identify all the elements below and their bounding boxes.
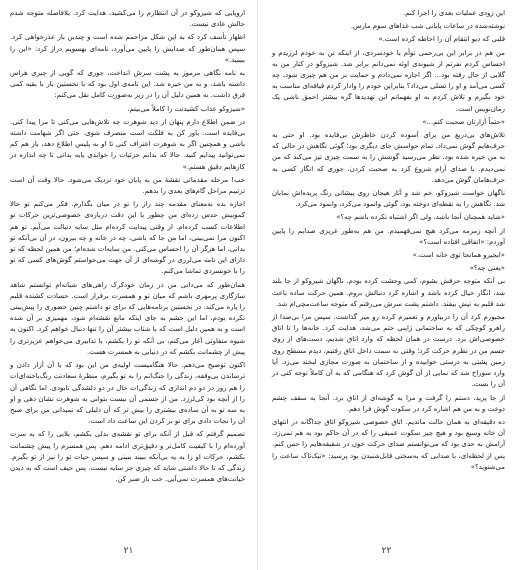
left-page (0, 0, 257, 570)
paragraph: اجازه بده به‌معنای مقدمه چند راز را تو در میان بگذارم. فکر می‌کنم تو حالا کموبیش حدس زده‌ای من چطور با این دقت درباره‌ی خصوصی‌ترین حرکات تو اطلاعات کسب کرده‌ام. از وقتی پیدایت کرده‌ام مثل سایه دنبالت می‌آیم. تو هم اکنون مرا نمی‌بینی، اما من جا که باشی، چه در خانه و چه بیرون، در آن بی‌آنکه تو بدانی، اما هرگز آن را احساس می‌کنی. من سایه‌ات شده‌ام؛ من همین لحظه که تو دارای این نامه می‌لرزی در گوشه‌ای از آن جهت می‌خواستم گوش‌های کسی که تو را با خونسردی تماشا می‌کنم. (10, 200, 245, 276)
paragraph: اظهار تأسف کرد که به این شکل مزاحمم شده است و چندین بار عذرخواهی کرد. سپس همان‌طور که صدایش را پایین می‌آورد، نامه‌ای بهسویم دراز کرد: «این را ببینید.» (10, 33, 245, 64)
page-number-right: ۲۲ (381, 546, 392, 556)
left-page-text (10, 8, 245, 485)
paragraph: ناگهان خواست شیزوکو، خم شد و آثار هیجان روی پیشانی رنگ پریده‌اش نمایان شد. نگاهش را به نقطه‌ای دوخته بود، گوئی وانمود می‌کرد، وانمود می‌کرد. (272, 189, 505, 209)
paragraph: «حتماً آزارتان صحبت کنم...» (422, 117, 505, 126)
paragraph: «ایجیرو همانجا توی خانه است.» (412, 251, 505, 260)
paragraph: من هم در برابر این بی‌رحمی توأم با خودسردی، از اینکه تن به خودم لرزیدم و احساس کردم نفرتم از شیوندی اوئه نمی‌دانم برابر شد. شیزوکو در کنار من به گلایی از حال رفته بود... اگر اجازه نمی‌دادم و حمایت بر من هم چیزی شود، چه کسی می‌آمد و او را تسلی می‌داد؟ بنابراین خودم را وادار کردم قیافه‌ای مناسب به خود بگیرم و تلاش کردم به او بفهمانم این تهدیدها گره بیشتر احمق ناشی یک رمان‌نویس است. (272, 48, 505, 113)
paragraph: از جا پرید، دستم را گرفت و مرا به گوشه‌ای از اتاق برد. آنجا به سقف چشم دوخت و به من هم اشاره کرد در سکوت گوش فرا دهم. (272, 393, 505, 413)
paragraph: اروپایی که شیزوکو در آن انتظارم را می‌کشید، هدایت کرد. بلافاصله متوجه شدم حالش عادی نیست. (10, 9, 245, 29)
paragraph: قلبی که دیو انتقام آن را احاطه کرده است.» (378, 35, 505, 44)
paragraph: در ضمن اطلاع دارم پنهان از دید شوهرت چه تلاش‌هایی می‌کنی تا مرا پیدا کنی. بی‌فایده است. باور کن به فلکت است منصرف شوی. حتی اگر شهامت داشته باشی و همچنین اگر به شوهرت اعتراف کنی تا او به پلیس اطلاع دهد، باز هم کم نمی‌توانید پیدایم کنید. حالا که بدانم جزئیات را خواندی پایه بدانی تا چه اندازه در کارهایم دقیق هستم.» (10, 117, 245, 171)
paragraph: مجبورم کرد آن را دربیاورم و تعمیرم کرده رو میز گذاشت. سپس مرا بی‌صدا از راهرو کوچکی که به ساختمانی ژاپنی ختم می‌شد، هدایت کرد. خانه‌ها را تا اتاق خصوصی‌اش برد. درست در همان لحظه که وارد اتاق شدیم، دست‌های از روی جسم من در نظرم حرکت کرد؛ وقتی به سمت داخل اتاق رفتیم، دیدم مسطح روی زمین پشتی به درستی خوابیده و از ساختمان به صورت مجازی لبخند می‌زد. آیا وارد سوراخ شد که نمایی از آن گوش کرد که هنگامی که به آن کاملاً توجه کنی در آن را بست. (272, 313, 505, 389)
right-page (258, 0, 515, 570)
paragraph: «شیزوکو عذاب کشیدنت را کاملاً می‌بینم. (127, 104, 245, 113)
paragraph: این زودی عملیات بعدی را اجرا کنم. (403, 9, 505, 17)
paragraph: به نامه نگاهی مرموز به پشت سرش انداخت، جوری که گویی از چیزی هراس داشته باشد، و به من خیره شد. این نامه‌ی اول بود که با نخستین بار با بقیه کمی فرق داشت. به همین دلیل آن را در زیر به‌صورت کامل نقل می‌کنم: (10, 69, 245, 100)
paragraph: همان‌طور که می‌دانی من در زمان خودکرک راهی‌های شبانه‌ام توانستم شاهد سازگاری پرمهری باشم که میان تو و همسرت برقرار است. حسادت کشنده قلبم را پاره می‌کند. در نخستین برنامه‌هایی که برای تو داشتم چنین حضوری را پیش‌بینی نکرده بودم، اما این خشم به جای اینکه مانع نقشه‌ام شود، مهمیزی بر آن شده است و به همین دلیل است که با شتاب بیشتر آن را تنها دنبال خواهم کرد. اکنون به شیوه متفاوتی آغاز می‌کنم، بی آنکه تو را بکشم، با تدابیری می‌خواهم عزیزتری را پیش از چشمانت بکشم که در دنیایی به همسرت هست. (10, 280, 245, 356)
paragraph: تصمیم گرفتم که قبل از آنکه برای تو نقشه‌ی بدلی بکشم، بلایی را که به سرت آورده‌ام را با کیفیت کامل‌تر و دقیق‌تری ادامه دهم. پس همسرم را پیش چشمانت بکشم، حرکات او را یه یه بی‌آنکه ببیند ببینی و سپس حیات تو را نیز از تو بگیرم. زندگی که تا حالا داشتی شاید که چیزی جز سایه نیست. پس حیف است که به دیدن خیانت‌های همسرت نمی‌آیی. خب باز صبر کن. (10, 430, 245, 484)
paragraph: تلاش‌های بی‌دریغ من برای آسوده کردن خاطرش بی‌فایده بود. او حتی به حرف‌هایم گوش نمی‌داد. تمام حواسش جای دیگری بود؛ گوئی نگاهش در حالی که به من خیره شده بود، نظر می‌رسید گوشش را به سمت چیزی تیز می‌کند که من نمی‌دیدم. با صدای آرام شروع کرد به صحبت کردن. جوری که انگار کسی به حرف‌هامان گوش می‌دهد. (272, 131, 505, 184)
paragraph: بی آنکه متوجه حرفش بشوم، کمی وحشت کرده بودم. ناگهان شیزوکو از جا بلند شد، انگار خیال کرده باشد و اشاره کرد دنبالش بروم. همین حرکت ساده باعث شد قلبم به تپش بیفتد. داشتم پشت سرش می‌رفتم که متوجه ساعت‌مچی‌ام شد. (272, 277, 505, 308)
paragraph: از آنچه زمزمه می‌کرد هیچ نمی‌فهمیدم. من هم به‌طور غریزی صدایم را پایین آوردم: «اتفاقی افتاده است؟» (272, 226, 505, 246)
paragraph: خب! مرحله مقدماتی نقشهٔ من به پایان خود نزدیک می‌شود. حالا وقت آن است ترتیبم مراحل گام‌های بعدی را بدهم. (10, 175, 245, 196)
page-number-left: ۲۱ (123, 546, 134, 556)
right-page-text (272, 8, 505, 473)
paragraph: اکنون توضیح می‌دهم. حالا هنگامیست اولیه‌ی من این بود که با آن آزار دادن و ترساندن بی‌وقفه، زندگی را جنگ‌انم را به تو بگیرم، منظرهٔ سعادتت رنگ‌باخته‌ای‌ات را هم روز در دو دم اندازی که زندگی‌ات حال در دو دلشدگی نابودی. اما نگاهی آن را از آنچه بود کی‌لرزد. من از جسمی آن نیست بتوانی به شوهرت نشان دهی و او به سه تو به آن ساده‌ی بیشتری را بیش تر که آن دلیلی که نمیدانی من برای صبح آن را نجات دادی برای تو بر کردن این ساعت داد است. (10, 361, 245, 426)
paragraph: «شاید همچنان آنجا باشد، ولی اگر اشتباه نکرده باشم چه؟» (336, 213, 505, 222)
paragraph: ده دقیقه‌ای به همان حالت ماندیم. اتاق خصوصی شیزوکو اتاق جداگانه در انتهای آن خانه وسیع بود و هیچ چیز سکوت عمیقی را که در آن حاکم بود به هم نمی‌زد. آرامش به حدی بود که می‌توانستم صدای حرکت خون در شقیقه‌هایم را حس کنم. پس از لحظه‌ای، با صدایی که به‌سختی قابل‌شنیدن بود پرسید: «تیک‌تاک ساعت را می‌شنوید؟» (272, 417, 505, 471)
paragraph: نوشته‌شده در ساعات پایانی شب غذاهای سوم مارس. (350, 22, 505, 31)
paragraph: «یعنی چه؟» (469, 264, 505, 273)
